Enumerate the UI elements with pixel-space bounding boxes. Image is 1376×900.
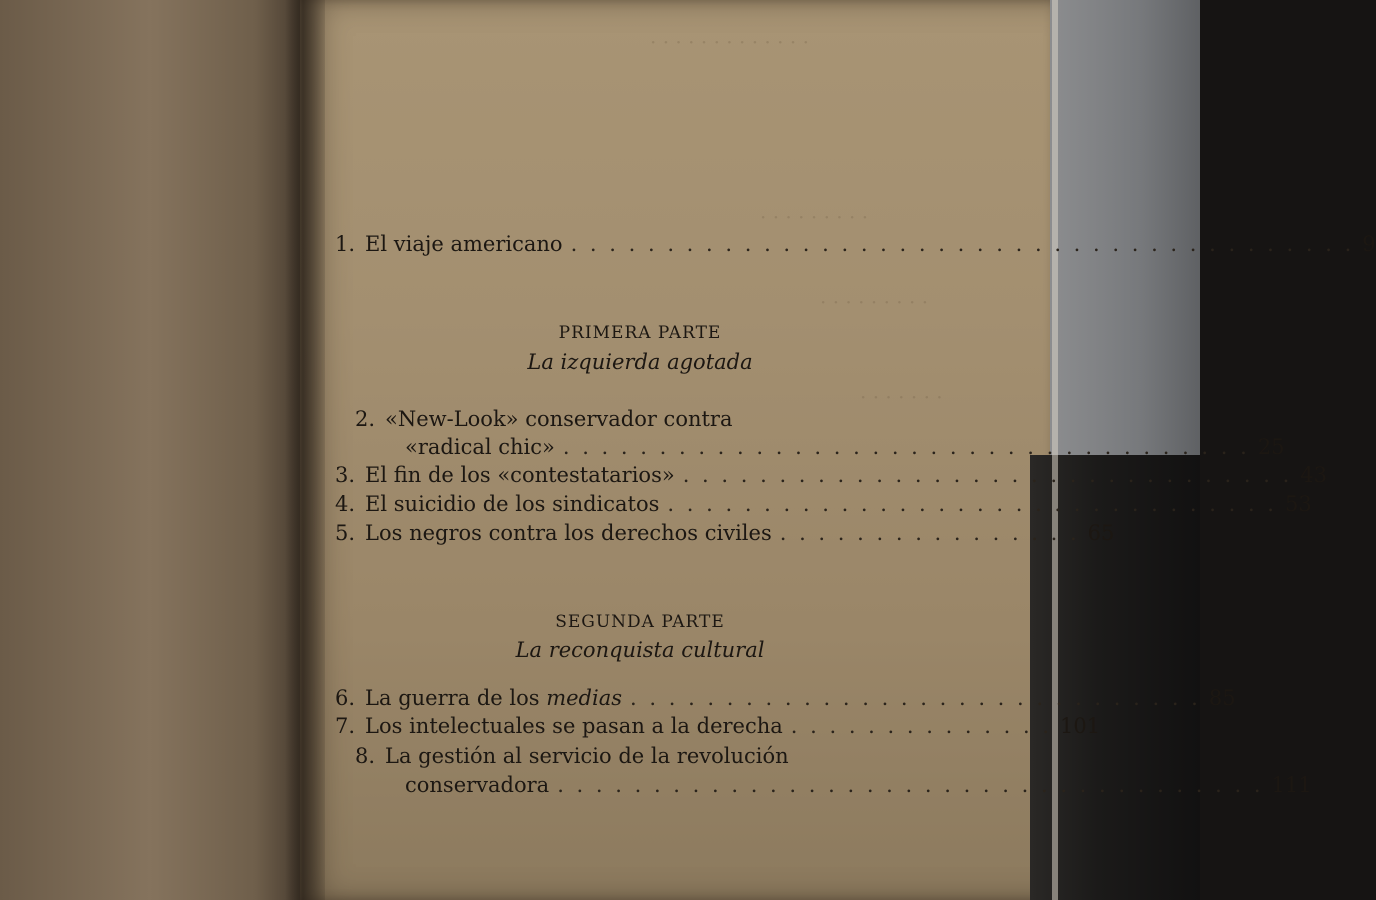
dot-leader: . . . . . . . . . . . . . . . . . . . . . . . . . . . . . . [630, 686, 1201, 710]
entry-title: El viaje americano [365, 232, 563, 256]
dot-leader: . . . . . . . . . . . . . . . . [779, 521, 1080, 545]
part-label: SEGUNDA PARTE [555, 612, 725, 632]
book-gutter [285, 0, 325, 900]
entry-page: 101 [1060, 714, 1101, 738]
show-through: · · · · · · · · · [760, 205, 869, 229]
dot-leader: . . . . . . . . . . . . . . [790, 714, 1053, 738]
entry-page: 65 [1087, 521, 1115, 545]
entry-number: 8. [354, 744, 375, 768]
toc-entry[interactable] [335, 521, 1115, 545]
toc-entry[interactable] [335, 463, 1327, 487]
entry-title: El fin de los «contestatarios» [365, 463, 675, 487]
entry-page: 9 [1362, 232, 1376, 256]
toc-entry[interactable] [335, 744, 945, 768]
entry-title: La gestión al servicio de la revolución [385, 744, 789, 768]
part-title: La izquierda agotada [527, 350, 753, 374]
toc-entry[interactable] [335, 407, 945, 431]
toc-entry[interactable] [335, 492, 1312, 516]
dot-leader: . . . . . . . . . . . . . . . . . . . . . . . . . . . . . . . . . . . . [562, 435, 1250, 459]
entry-page: 25 [1257, 435, 1285, 459]
show-through: · · · · · · · · · [820, 290, 929, 314]
show-through: · · · · · · · [860, 385, 943, 409]
toc-entry-continuation [335, 435, 1285, 459]
entry-number: 6. [335, 686, 356, 710]
background-strip [1050, 0, 1200, 455]
entry-number: 4. [335, 492, 356, 516]
toc-entry[interactable] [335, 686, 1236, 710]
entry-title-continued: conservadora [405, 773, 550, 797]
dot-leader: . . . . . . . . . . . . . . . . . . . . . . . . . . . . . . . . [667, 492, 1277, 516]
entry-page: 53 [1284, 492, 1312, 516]
entry-title: Los intelectuales se pasan a la derecha [365, 714, 783, 738]
part-title: La reconquista cultural [515, 638, 765, 662]
entry-number: 1. [335, 232, 356, 256]
entry-page: 43 [1300, 463, 1327, 487]
entry-title: «New-Look» conservador contra [385, 407, 733, 431]
dot-leader: . . . . . . . . . . . . . . . . . . . . . . . . . . . . . . . . . . . . . . . . . [570, 232, 1355, 256]
dot-leader: . . . . . . . . . . . . . . . . . . . . . . . . . . . . . . . . [682, 463, 1293, 487]
left-page [0, 0, 300, 900]
entry-number: 2. [354, 407, 375, 431]
entry-title: Los negros contra los derechos civiles [365, 521, 772, 545]
entry-page: 85 [1208, 686, 1236, 710]
toc-entry[interactable] [335, 232, 1376, 256]
entry-title: La guerra de los medias [365, 686, 623, 710]
entry-title-italic: medias [546, 686, 623, 710]
entry-title: El suicidio de los sindicatos [365, 492, 660, 516]
entry-page: 111 [1271, 773, 1312, 797]
entry-number: 5. [335, 521, 356, 545]
toc-entry-continuation [335, 773, 1312, 797]
entry-title-continued: «radical chic» [405, 435, 555, 459]
dot-leader: . . . . . . . . . . . . . . . . . . . . . . . . . . . . . . . . . . . . . [557, 773, 1264, 797]
entry-number: 7. [335, 714, 356, 738]
show-through: · · · · · · · · · · · · · [650, 30, 809, 54]
toc-entry[interactable] [335, 714, 1101, 738]
entry-number: 3. [335, 463, 356, 487]
part-label: PRIMERA PARTE [558, 323, 722, 343]
